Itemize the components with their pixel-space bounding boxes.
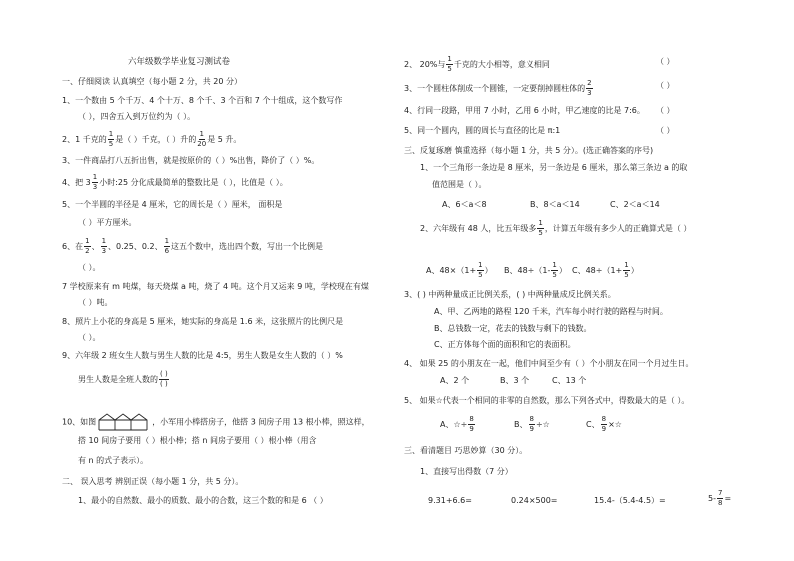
mc-q2-option-b: B、48÷（1- $\frac{1}{5}$ ） <box>504 261 567 279</box>
mc-q5: 5、 如果☆代表一个相同的非零的自然数，那么下列各式中，得数最大的是（ ）。 <box>404 396 690 405</box>
section-3-header: 三、反复琢磨 慎重选择（每小题 1 分，共 5 分）。(选正确答案的序号) <box>404 146 654 155</box>
calc-expr-1: 9.31+6.6= <box>428 496 472 505</box>
mc-q2: 2、六年级有 48 人，比五年级多 $\frac{1}{5}$ ，计算五年级有多少人的正确算式是（ ） <box>420 219 692 237</box>
q2-text-c: 是 5 升。 <box>207 135 242 144</box>
q6-line1: 6、在 $\frac{1}{2}$ 、 $\frac{1}{3}$ 、0.25、0.2、 $\frac{1}{6}$ 这五个数中，选出四个数，写出一个比例是 <box>62 237 324 255</box>
stick-houses-figure <box>97 413 151 431</box>
q2-text-b: 是（ ）千克，（ ）升的 <box>115 135 197 144</box>
mc-q4-option-b: B、3 个 <box>500 376 530 385</box>
q4-text-b: 小时:25 分化成最简单的整数比是（ ），比值是（ ）。 <box>99 178 288 187</box>
q10-line2: 搭 10 间房子要用（ ）根小棒；搭 n 间房子要用（ ）根小棒（用含 <box>78 436 317 445</box>
mc-q3: 3、( ) 中两种量成正比例关系，( ) 中两种量成反比例关系。 <box>404 290 616 299</box>
mc-q3-option-c: C、正方体每个面的面积和它的表面积。 <box>434 340 576 349</box>
q8-line1: 8、照片上小花的身高是 5 厘米，她实际的身高是 1.6 米，这张照片的比例尺是 <box>62 317 344 326</box>
q7-line1: 7 学校原来有 m 吨煤，每天烧煤 a 吨，烧了 4 吨。这个月又运来 9 吨，学校现在有煤 <box>62 282 369 291</box>
q6-line2: （ ）。 <box>78 263 101 272</box>
calc-header: 1、直接写出得数（7 分） <box>420 467 513 476</box>
mc-q5-option-c: C、 $\frac{8}{9}$ ×☆ <box>586 415 622 433</box>
mc-q2-option-c: C、48÷（1+ $\frac{1}{5}$ ） <box>572 261 639 279</box>
tf-q4: 4、行同一段路，甲用 7 小时，乙用 6 小时，甲乙速度的比是 7:6。 <box>404 106 645 115</box>
mc-q5-option-a: A、☆÷ $\frac{8}{9}$ <box>440 415 474 433</box>
section-1-header: 一、仔细阅读 认真填空（每小题 2 分，共 20 分） <box>62 77 242 86</box>
calc-expr-3: 15.4-（5.4-4.5）= <box>594 496 666 505</box>
tf-q4-paren: （ ） <box>656 106 675 115</box>
tf-q1: 1、最小的自然数、最小的质数、最小的合数，这三个数的和是 6 （ ） <box>78 496 328 505</box>
section-4-header: 三、看清题目 巧思妙算（30 分）。 <box>404 446 528 455</box>
tf-q2-fraction: $\frac{1}{5}$ <box>447 55 452 73</box>
calc-expr-2: 0.24×500= <box>511 496 558 505</box>
tf-q3-paren: （ ） <box>656 81 675 90</box>
tf-q2: 2、 20%与 $\frac{1}{5}$ 千克的大小相等，意义相同 <box>404 55 550 73</box>
q2-fraction-2: $\frac{1}{20}$ <box>197 130 207 148</box>
tf-q5: 5、同一个圆内，圆的周长与直径的比是 π:1 <box>404 126 561 135</box>
q9-line1: 9、六年级 2 班女生人数与男生人数的比是 4:5，男生人数是女生人数的（ ）% <box>62 351 343 360</box>
q1-line2: （ ），四舍五入到万位约为（ ）。 <box>78 112 196 121</box>
q6-fraction-2: $\frac{1}{3}$ <box>101 237 107 255</box>
q3: 3、一件商品打八五折出售，就是按原价的（ ）%出售，降价了（ ）%。 <box>62 156 320 165</box>
q6-fraction-3: $\frac{1}{6}$ <box>164 237 170 255</box>
q9-line2: 男生人数是全班人数的 ( ) ( ) <box>78 370 168 388</box>
q10-line1: 10、如图 ，小军用小棒搭房子，他搭 3 间房子用 13 根小棒，照这样， <box>62 413 370 431</box>
mc-q4: 4、 如果 25 的小朋友在一起，他们中间至少有（ ）个小朋友在同一个月过生日。 <box>404 359 694 368</box>
mc-q1-option-a: A、6＜a＜8 <box>442 200 487 209</box>
mc-q2-option-a: A、48×（1+ $\frac{1}{5}$ ） <box>426 261 493 279</box>
tf-q3-fraction: $\frac{2}{3}$ <box>587 79 592 97</box>
q5-line1: 5、一个半圆的半径是 4 厘米，它的周长是（ ）厘米， 面积是 <box>62 200 283 209</box>
q10-line3: 有 n 的式子表示）。 <box>78 456 149 465</box>
mc-q1-line2: 值范围是（ ）。 <box>432 180 487 189</box>
mc-q1-option-b: B、8＜a＜14 <box>530 200 580 209</box>
mc-q2-fraction: $\frac{1}{5}$ <box>538 219 543 237</box>
section-2-header: 二、 误入思考 辨别正误（每小题 1 分，共 5 分）。 <box>62 477 244 486</box>
mc-q4-option-a: A、2 个 <box>440 376 470 385</box>
q2-text-a: 2、1 千克的 <box>62 135 107 144</box>
q5-line2: （ ）平方厘米。 <box>78 218 137 227</box>
mc-q1-line1: 1、一个三角形一条边是 8 厘米，另一条边是 6 厘米，那么第三条边 a 的取 <box>420 163 688 172</box>
q4 <box>62 174 288 191</box>
q6-fraction-1: $\frac{1}{2}$ <box>85 237 90 255</box>
q1-line1: 1、一个数由 5 个千万、4 个十万、8 个千、3 个百和 7 个十组成，这个数写作 <box>62 96 343 105</box>
tf-q2-paren: （ ） <box>656 57 675 66</box>
q8-line2: （ ）。 <box>78 333 101 342</box>
mc-q1-option-c: C、2＜a＜14 <box>610 200 660 209</box>
mc-q4-option-c: C、13 个 <box>552 376 587 385</box>
mc-q3-option-a: A、甲、乙两地的路程 120 千米，汽车每小时行驶的路程与时间。 <box>434 307 668 316</box>
tf-q5-paren: （ ） <box>656 126 675 135</box>
q4-text-a: 4、把 3 <box>62 178 91 187</box>
q2-fraction-1: $\frac{1}{5}$ <box>108 130 114 148</box>
tf-q3: 3、一个圆柱体削成一个圆锥，一定要削掉圆柱体的 $\frac{2}{3}$ <box>404 79 592 97</box>
calc-expr-4: 5- $\frac{7}{8}$ = <box>708 489 732 507</box>
q9-fraction: ( ) ( ) <box>160 370 168 388</box>
q4-fraction: $\frac{1}{3}$ <box>92 173 98 191</box>
q7-line2: （ ）吨。 <box>78 298 113 307</box>
page-title: 六年级数学毕业复习测试卷 <box>128 57 231 67</box>
mc-q5-option-b: B、 $\frac{8}{9}$ ÷☆ <box>514 415 550 433</box>
mc-q3-option-b: B、总钱数一定，花去的钱数与剩下的钱数。 <box>434 324 592 333</box>
q2 <box>62 131 241 148</box>
